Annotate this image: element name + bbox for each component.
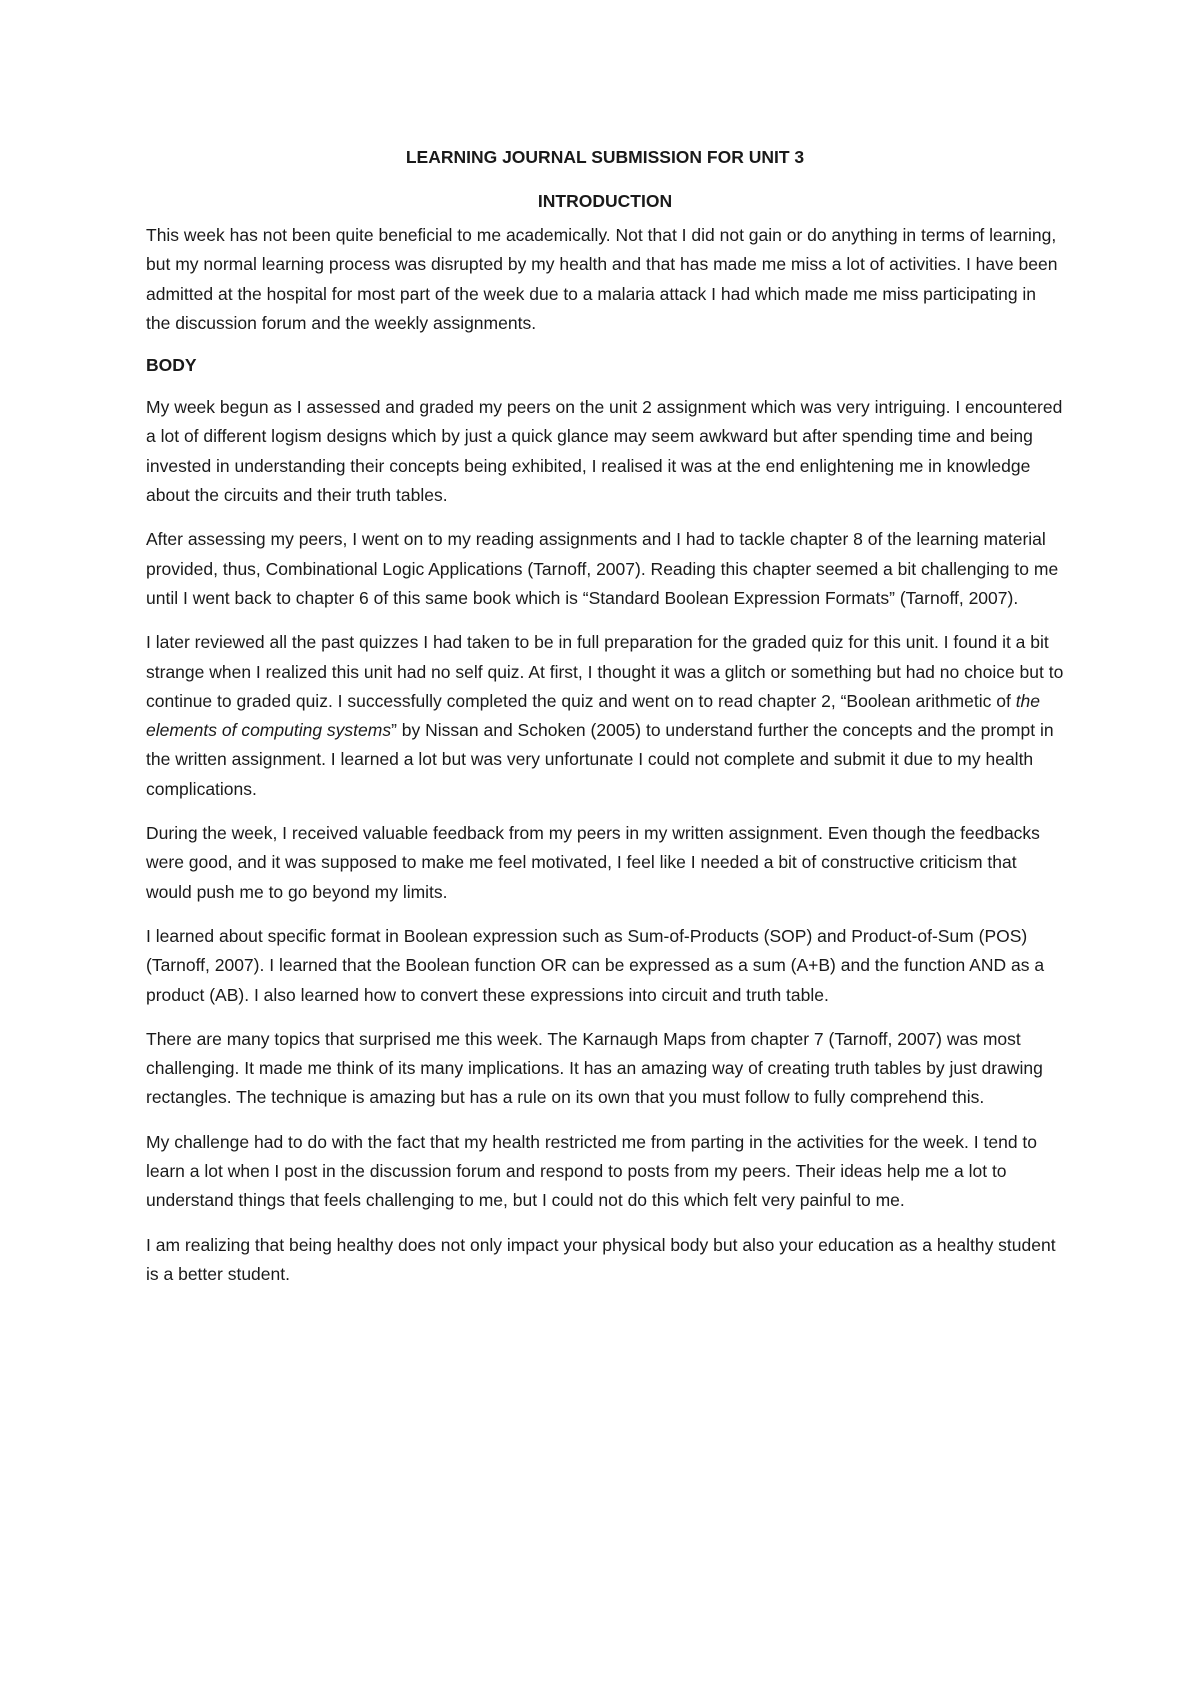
body-paragraph-8: I am realizing that being healthy does not only impact your physical body but also your education as a healthy student is a better student.	[146, 1234, 1056, 1284]
document-page	[146, 145, 1064, 1304]
body-paragraph-1: My week begun as I assessed and graded my peers on the unit 2 assignment which was very intriguing. I encountered a lot of different logism designs which by just a quick glance may seem awkward but after spending time and being invested in understanding their concepts being exhibited, I realised it was at the end enlightening me in knowledge about the circuits and their truth tables.	[146, 397, 1063, 506]
body-paragraph-2: After assessing my peers, I went on to my reading assignments and I had to tackle chapter 8 of the learning material provided, thus, Combinational Logic Applications (Tarnoff, 2007). Reading this chapter seemed a bit challenging to me until I went back to chapter 6 of this same book which is “Standard Boolean Expression Formats” (Tarnoff, 2007).	[146, 529, 1059, 608]
body-paragraph-4: During the week, I received valuable feedback from my peers in my written assignment. Even though the feedbacks were good, and it was supposed to make me feel motivated, I feel like I needed a bit of constructive criticism that would push me to go beyond my limits.	[146, 823, 1040, 902]
paragraph-3-text-start: I later reviewed all the past quizzes I had taken to be in full preparation for the graded quiz for this unit. I found it a bit strange when I realized this unit had no self quiz. At first, I thought it was a glitch or something but had no choice but to continue to graded quiz. I successfully completed the quiz and went on to read chapter 2, “Boolean arithmetic of	[146, 632, 1064, 711]
body-heading: BODY	[146, 355, 197, 376]
body-paragraph-5: I learned about specific format in Boolean expression such as Sum-of-Products (SOP) and Product-of-Sum (POS) (Tarnoff, 2007). I learned that the Boolean function OR can be expressed as a sum (A+B) and the function AND as a product (AB). I also learned how to convert these expressions into circuit and truth table.	[146, 925, 1045, 1005]
body-paragraph-3	[146, 628, 1064, 804]
introduction-heading: INTRODUCTION	[537, 191, 673, 211]
introduction-paragraph: This week has not been quite beneficial to me academically. Not that I did not gain or do anything in terms of learning, but my normal learning process was disrupted by my health and that has made me miss a lot of activities. I have been admitted at the hospital for most part of the week due to a malaria attack I had which made me miss participating in the discussion forum and the weekly assignments.	[146, 225, 1058, 333]
book-title-italic: the elements of computing systems	[146, 690, 1041, 741]
document-title: LEARNING JOURNAL SUBMISSION FOR UNIT 3	[405, 147, 805, 167]
body-paragraph-6: There are many topics that surprised me this week. The Karnaugh Maps from chapter 7 (Tarnoff, 2007) was most challenging. It made me think of its many implications. It has an amazing way of creating truth tables by just drawing rectangles. The technique is amazing but has a rule on its own that you must follow to fully comprehend this.	[146, 1028, 1043, 1108]
body-paragraph-7: My challenge had to do with the fact that my health restricted me from parting in the activities for the week. I tend to learn a lot when I post in the discussion forum and respond to posts from my peers. Their ideas help me a lot to understand things that feels challenging to me, but I could not do this which felt very painful to me.	[146, 1131, 1038, 1211]
paragraph-3-text-end: ” by Nissan and Schoken (2005) to understand further the concepts and the prompt in the written assignment. I learned a lot but was very unfortunate I could not complete and submit it due to my health complications.	[146, 720, 1054, 799]
